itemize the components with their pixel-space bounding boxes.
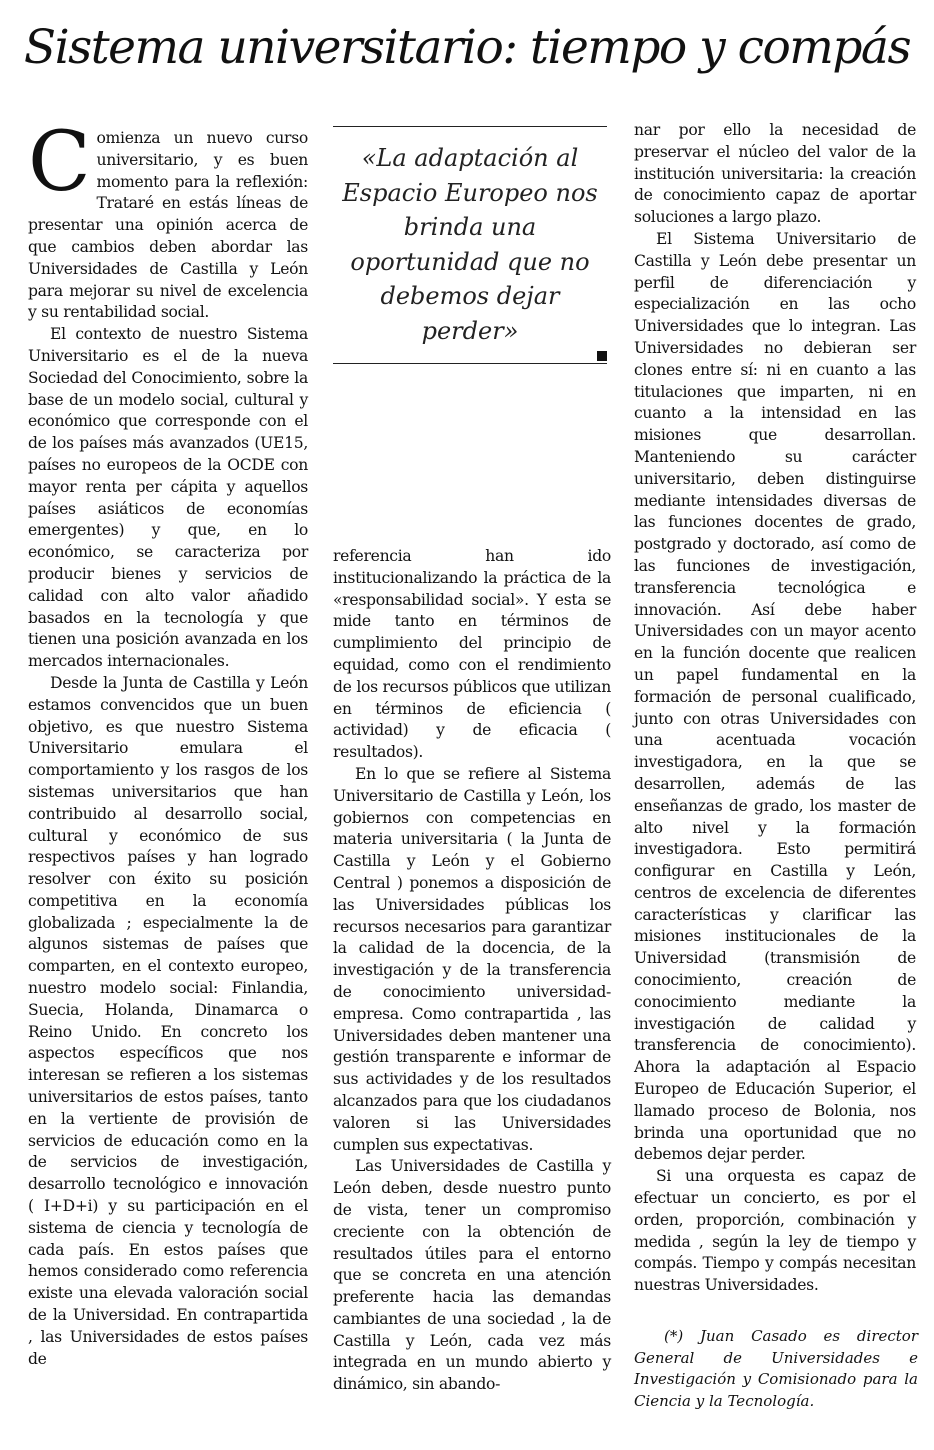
- article-column-3: [634, 120, 916, 1297]
- paragraph-text: El contexto de nuestro Sistema Universitario es el de la nueva Sociedad del Conocimiento, sobre la base de un modelo social, cultural y económico que corresponde con el de los países más avanzados (UE15, países no europeos de la OCDE con mayor renta per cápita y aquellos países asiáticos de economías emergentes) y que, en lo económico, se caracteriza por producir bienes y servicios de calidad con alto valor añadido basados en la tecnología y que tienen una posición avanzada en los mercados internacionales.: [28, 325, 308, 671]
- paragraph-text: Las Universidades de Castilla y León deben, desde nuestro punto de vista, tener un compromiso creciente con la obtención de resultados útiles para el entorno que se concreta en una atención preferente hacia las demandas cambiantes de una sociedad , la de Castilla y León, cada vez más integrada en un mundo abierto y dinámico, sin abando-: [333, 1157, 611, 1394]
- paragraph-text: nar por ello la necesidad de preservar el núcleo del valor de la institución universitaria: la creación de conocimiento capaz de aportar soluciones a largo plazo.: [634, 121, 916, 227]
- pull-quote-text: «La adaptación al Espacio Europeo nos brinda una oportunidad que no debemos dejar perder»: [342, 144, 598, 345]
- paragraph-text: Si una orquesta es capaz de efectuar un concierto, es por el orden, proporción, combinación y medida , según la ley de tiempo y compás. Tiempo y compás necesitan nuestras Universidades.: [634, 1167, 916, 1295]
- article-title: Sistema universitario: tiempo y compás: [23, 20, 911, 75]
- pull-quote: [333, 126, 607, 364]
- drop-cap: C: [28, 115, 91, 210]
- paragraph-text: En lo que se refiere al Sistema Universitario de Castilla y León, los gobiernos con competencias en materia universitaria ( la Junta de Castilla y León y el Gobierno Central ) ponemos a disposición de las Universidades públicas los recursos necesarios para garantizar la calidad de la docencia, de la investigación y de la transferencia de conocimiento universidad-empresa. Como contrapartida , las Universidades deben mantener una gestión transparente e informar de sus actividades y de los resultados alcanzados para que los ciudadanos valoren si las Universidades cumplen sus expectativas.: [333, 764, 611, 1154]
- paragraph-intro: [28, 115, 308, 324]
- paragraph-text: El Sistema Universitario de Castilla y León debe presentar un perfil de diferenciación y especialización en las ocho Universidades que lo integran. Las Universidades no debieran ser clones entre sí: ni en cuanto a las titulaciones que imparten, ni en cuanto a la intensidad en las misiones que desarrollan. Manteniendo su carácter universitario, deben distinguirse mediante intensidades diversas de las funciones docentes de grado, postgrado y doctorado, así como de las funciones de investigación, transferencia tecnológica e innovación. Así debe haber Universidades con un mayor acento en la función docente que realicen un papel fundamental en la formación de personal cualificado, junto con otras Universidades con una acentuada vocación investigadora, en la que se desarrollen, además de las enseñanzas de grado, los master de alto nivel y la formación investigadora. Esto permitirá configurar en Castilla y León, centros de excelencia de diferentes características y clarificar las misiones institucionales de la Universidad (transmisión de conocimiento, creación de conocimiento mediante la investigación de calidad y transferencia de conocimiento). Ahora la adaptación al Espacio Europeo de Educación Superior, el llamado proceso de Bolonia, nos brinda una oportunidad que no debemos dejar perder.: [634, 229, 916, 1164]
- paragraph-text: referencia han ido institucionalizando la práctica de la «responsabilidad social». Y esta se mide tanto en términos de cumplimiento del principio de equidad, como con el rendimiento de los recursos públicos que utilizan en términos de eficiencia ( actividad) y de eficacia ( resultados).: [333, 547, 611, 762]
- article-column-1: [28, 115, 308, 1370]
- paragraph-text: Desde la Junta de Castilla y León estamos convencidos que un buen objetivo, es que nuestro Sistema Universitario emulara el comportamiento y los rasgos de los sistemas universitarios que han contribuido al desarrollo social, cultural y económico de sus respectivos países y han logrado resolver con éxito su posición competitiva en la economía globalizada ; especialmente la de algunos sistemas de países que comparten, en el contexto europeo, nuestro modelo social: Finlandia, Suecia, Holanda, Dinamarca o Reino Unido. En concreto los aspectos específicos que nos interesan se refieren a los sistemas universitarios de estos países, tanto en la vertiente de provisión de servicios de educación como en la de servicios de investigación, desarrollo tecnológico e innovación ( I+D+i) y su participación en el sistema de ciencia y tecnología de cada país. En estos países que hemos considerado como referencia existe una elevada valoración social de la Universidad. En contrapartida , las Universidades de estos países de: [28, 673, 308, 1368]
- article-column-2: [333, 546, 611, 1396]
- author-note: (*) Juan Casado es director General de Universidades e Investigación y Comisionado para la Ciencia y la Tecnología.: [634, 1327, 918, 1410]
- paragraph-text: omienza un nuevo curso universitario, y es buen momento para la reflexión: Trataré en estás líneas de presentar una opinión acerca de que cambios deben abordar las Universidades de Castilla y León para mejorar su nivel de excelencia y su rentabilidad social.: [28, 129, 308, 322]
- end-mark-icon: [597, 351, 607, 361]
